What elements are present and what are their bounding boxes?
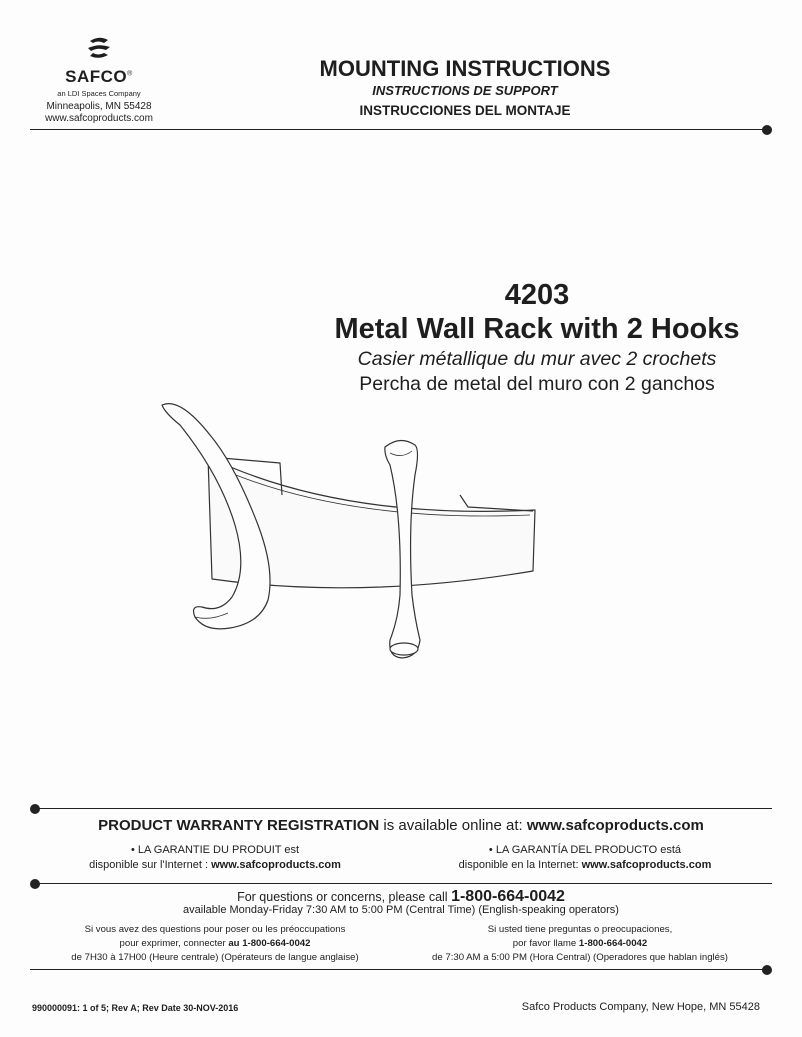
company-logo-block	[34, 36, 164, 125]
footer-divider	[30, 969, 765, 970]
contact-es-phone[interactable]: 1-800-664-0042	[578, 938, 648, 949]
warranty-fr: • LA GARANTIE DU PRODUIT est disponible sur l'Internet : www.safcoproducts.com	[89, 844, 341, 871]
product-name: Metal Wall Rack with 2 Hooks	[334, 313, 740, 345]
warranty-label: PRODUCT WARRANTY REGISTRATION	[98, 817, 380, 834]
product-name-fr: Casier métallique du mur avec 2 crochets	[357, 348, 717, 370]
contact-fr: Si vous avez des questions pour poser ou les préoccupations pour exprimer, connecter au 1-800-664-0042 de 7H30 à 17H00 (Heure centrale) (Opérateurs de langue anglaise)	[71, 924, 359, 963]
warranty-divider	[35, 808, 772, 809]
footer-divider-dot	[762, 965, 772, 975]
page-title: MOUNTING INSTRUCTIONS	[319, 56, 611, 81]
warranty-es: • LA GARANTÍA DEL PRODUCTO está disponible en la Internet: www.safcoproducts.com	[458, 844, 712, 871]
safco-logo-icon	[84, 36, 114, 60]
contact-divider	[35, 883, 772, 884]
product-name-es: Percha de metal del muro con 2 ganchos	[359, 373, 715, 395]
page-title-fr: INSTRUCTIONS DE SUPPORT	[372, 83, 558, 98]
warranty-registration-line: PRODUCT WARRANTY REGISTRATION is available online at: www.safcoproducts.com	[98, 817, 704, 834]
wall-rack-illustration	[150, 395, 550, 670]
warranty-es-url[interactable]: www.safcoproducts.com	[581, 859, 712, 871]
warranty-url[interactable]: www.safcoproducts.com	[526, 817, 704, 834]
document-revision-info: 990000091: 1 of 5; Rev A; Rev Date 30-NOV-2016	[32, 1003, 239, 1013]
page-title-es: INSTRUCCIONES DEL MONTAJE	[359, 103, 571, 118]
contact-hours: available Monday-Friday 7:30 AM to 5:00 PM (Central Time) (English-speaking operators)	[183, 904, 619, 916]
contact-fr-phone[interactable]: au 1-800-664-0042	[228, 938, 311, 949]
contact-es: Si usted tiene preguntas o preocupaciones, por favor llame 1-800-664-0042 de 7:30 AM a 5:00 PM (Hora Central) (Operadores que hablan inglés)	[432, 924, 728, 963]
brand-tagline: an LDI Spaces Company	[57, 89, 141, 98]
header-divider	[30, 129, 765, 130]
product-model-number: 4203	[504, 279, 570, 311]
company-address: Minneapolis, MN 55428	[46, 101, 152, 112]
brand-name: SAFCO®	[65, 67, 133, 86]
company-website: www.safcoproducts.com	[45, 113, 153, 124]
contact-line: For questions or concerns, please call 1-800-664-0042	[237, 888, 565, 905]
header-divider-dot	[762, 125, 772, 135]
warranty-fr-url[interactable]: www.safcoproducts.com	[211, 859, 341, 871]
contact-phone[interactable]: 1-800-664-0042	[451, 888, 565, 905]
footer-company: Safco Products Company, New Hope, MN 55428	[521, 1001, 760, 1013]
